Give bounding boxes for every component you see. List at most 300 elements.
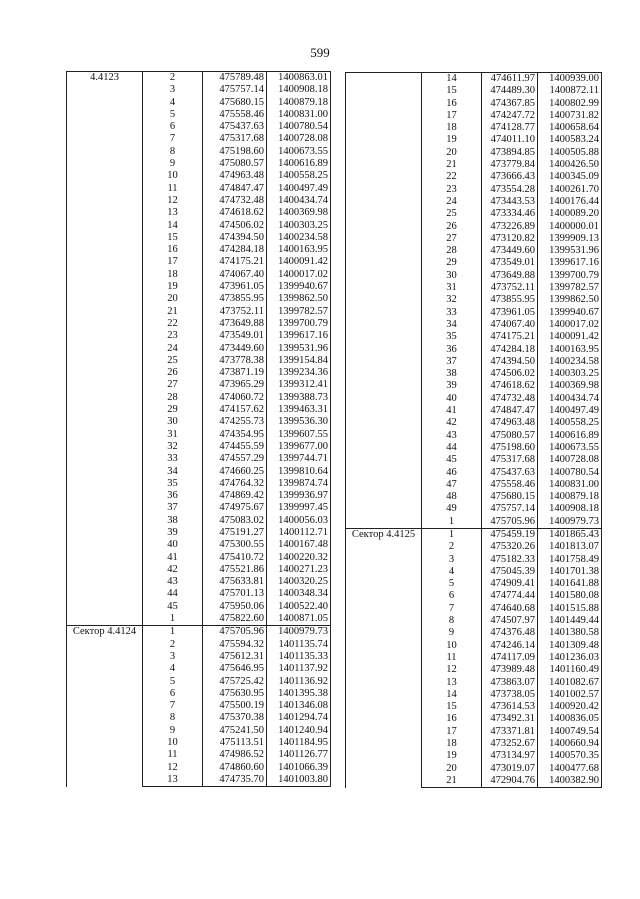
- x-coordinate: 473961.05: [203, 281, 267, 293]
- point-number: 42: [446, 417, 457, 429]
- y-coordinate: 1401160.49: [538, 664, 602, 676]
- y-coordinate: 1399234.36: [267, 367, 331, 379]
- x-coordinate: 474455.59: [203, 441, 267, 453]
- y-coordinate: 1400234.58: [267, 232, 331, 244]
- x-coordinate: 473549.01: [203, 330, 267, 342]
- x-coordinate: 474963.48: [203, 170, 267, 182]
- sector-label: 4.4123: [67, 72, 143, 626]
- y-coordinate: 1400112.71: [267, 527, 331, 539]
- x-coordinate: 474847.47: [482, 405, 538, 417]
- point-number: 19: [167, 281, 178, 293]
- point-number: 32: [446, 294, 457, 306]
- x-coordinate: 474394.50: [203, 232, 267, 244]
- sector-label: [346, 73, 422, 529]
- y-coordinate: 1400673.55: [267, 146, 331, 158]
- y-coordinate: 1401309.48: [538, 640, 602, 652]
- y-coordinate: 1400382.90: [538, 775, 602, 788]
- y-coordinate: 1401002.57: [538, 689, 602, 701]
- point-number: 38: [167, 514, 178, 526]
- point-number: 14: [167, 219, 178, 231]
- x-coordinate: 475680.15: [482, 491, 538, 503]
- x-coordinate: 474255.73: [203, 416, 267, 428]
- point-number: 29: [167, 404, 178, 416]
- y-coordinate: 1400908.18: [538, 503, 602, 515]
- y-coordinate: 1400871.05: [267, 613, 331, 626]
- point-number: 11: [446, 651, 457, 663]
- point-number: 25: [446, 208, 457, 220]
- y-coordinate: 1399997.45: [267, 502, 331, 514]
- sector-label: Сектор 4.4125: [346, 528, 422, 787]
- y-coordinate: 1399617.16: [538, 257, 602, 269]
- point-number: 13: [143, 774, 203, 787]
- y-coordinate: 1400920.42: [538, 701, 602, 713]
- y-coordinate: 1400939.00: [538, 73, 602, 86]
- x-coordinate: 473989.48: [482, 664, 538, 676]
- x-coordinate: 475950.06: [203, 601, 267, 613]
- point-number: 21: [422, 775, 482, 788]
- x-coordinate: 475705.96: [203, 626, 267, 639]
- point-number: 6: [448, 590, 455, 602]
- point-number: 22: [446, 171, 457, 183]
- point-number: 20: [167, 293, 178, 305]
- x-coordinate: 475521.86: [203, 564, 267, 576]
- x-coordinate: 473649.88: [203, 318, 267, 330]
- x-coordinate: 473779.84: [482, 159, 538, 171]
- y-coordinate: 1401236.03: [538, 652, 602, 664]
- point-number: 26: [167, 367, 178, 379]
- point-number: 22: [167, 317, 178, 329]
- x-coordinate: 473778.38: [203, 355, 267, 367]
- point-number: 7: [448, 602, 455, 614]
- y-coordinate: 1399744.71: [267, 453, 331, 465]
- x-coordinate: 473443.53: [482, 196, 538, 208]
- point-number: 18: [446, 122, 457, 134]
- y-coordinate: 1399677.00: [267, 441, 331, 453]
- y-coordinate: 1400017.02: [267, 269, 331, 281]
- x-coordinate: 475045.39: [482, 566, 538, 578]
- y-coordinate: 1400261.70: [538, 184, 602, 196]
- table-row: [67, 72, 331, 85]
- point-number: 33: [446, 306, 457, 318]
- y-coordinate: 1400780.54: [538, 467, 602, 479]
- point-number: 6: [169, 121, 176, 133]
- x-coordinate: 474860.60: [203, 762, 267, 774]
- x-coordinate: 475612.31: [203, 651, 267, 663]
- point-number: 43: [446, 429, 457, 441]
- x-coordinate: 475317.68: [203, 133, 267, 145]
- x-coordinate: 473371.81: [482, 726, 538, 738]
- y-coordinate: 1400728.08: [267, 133, 331, 145]
- y-coordinate: 1401126.77: [267, 749, 331, 761]
- point-number: 21: [167, 305, 178, 317]
- point-number: 44: [167, 588, 178, 600]
- point-number: 13: [167, 207, 178, 219]
- x-coordinate: 473855.95: [203, 293, 267, 305]
- y-coordinate: 1401395.38: [267, 688, 331, 700]
- point-number: 28: [446, 245, 457, 257]
- point-number: 27: [446, 232, 457, 244]
- x-coordinate: 474394.50: [482, 356, 538, 368]
- y-coordinate: 1399909.13: [538, 233, 602, 245]
- point-number: 20: [446, 762, 457, 774]
- y-coordinate: 1400616.89: [538, 430, 602, 442]
- x-coordinate: 473855.95: [482, 294, 538, 306]
- x-coordinate: 474284.18: [203, 244, 267, 256]
- x-coordinate: 474660.25: [203, 466, 267, 478]
- x-coordinate: 473752.11: [203, 306, 267, 318]
- y-coordinate: 1400345.09: [538, 171, 602, 183]
- point-number: 23: [167, 330, 178, 342]
- table-row: [346, 528, 602, 541]
- x-coordinate: 473863.07: [482, 677, 538, 689]
- y-coordinate: 1399810.64: [267, 466, 331, 478]
- x-coordinate: 474732.48: [482, 393, 538, 405]
- x-coordinate: 475300.55: [203, 539, 267, 551]
- point-number: 3: [169, 650, 176, 662]
- point-number: 13: [446, 676, 457, 688]
- x-coordinate: 475437.63: [482, 467, 538, 479]
- x-coordinate: 475558.46: [482, 479, 538, 491]
- y-coordinate: 1400908.18: [267, 84, 331, 96]
- point-number: 9: [448, 627, 455, 639]
- point-number: 4: [448, 565, 455, 577]
- x-coordinate: 475182.33: [482, 554, 538, 566]
- x-coordinate: 475198.60: [203, 146, 267, 158]
- y-coordinate: 1399463.31: [267, 404, 331, 416]
- y-coordinate: 1400426.50: [538, 159, 602, 171]
- x-coordinate: 475701.13: [203, 588, 267, 600]
- y-coordinate: 1401135.74: [267, 639, 331, 651]
- point-number: 18: [167, 268, 178, 280]
- y-coordinate: 1401003.80: [267, 774, 331, 787]
- point-number: 2: [143, 72, 203, 85]
- y-coordinate: 1399940.67: [267, 281, 331, 293]
- y-coordinate: 1400583.24: [538, 134, 602, 146]
- x-coordinate: 474060.72: [203, 392, 267, 404]
- x-coordinate: 473549.01: [482, 257, 538, 269]
- point-number: 49: [446, 503, 457, 515]
- y-coordinate: 1401758.49: [538, 554, 602, 566]
- point-number: 41: [167, 551, 178, 563]
- y-coordinate: 1400872.11: [538, 85, 602, 97]
- y-coordinate: 1399700.79: [267, 318, 331, 330]
- point-number: 27: [167, 379, 178, 391]
- y-coordinate: 1401641.88: [538, 578, 602, 590]
- point-number: 34: [446, 318, 457, 330]
- x-coordinate: 474618.62: [482, 380, 538, 392]
- point-number: 15: [446, 85, 457, 97]
- y-coordinate: 1400836.05: [538, 713, 602, 725]
- x-coordinate: 475822.60: [203, 613, 267, 626]
- y-coordinate: 1399531.96: [267, 343, 331, 355]
- x-coordinate: 474489.30: [482, 85, 538, 97]
- point-number: 42: [167, 563, 178, 575]
- x-coordinate: 474975.67: [203, 502, 267, 514]
- y-coordinate: 1400348.34: [267, 588, 331, 600]
- y-coordinate: 1400163.95: [267, 244, 331, 256]
- y-coordinate: 1400176.44: [538, 196, 602, 208]
- y-coordinate: 1400369.98: [538, 380, 602, 392]
- y-coordinate: 1399940.67: [538, 307, 602, 319]
- x-coordinate: 474354.95: [203, 429, 267, 441]
- point-number: 35: [446, 331, 457, 343]
- x-coordinate: 474247.72: [482, 110, 538, 122]
- x-coordinate: 473120.82: [482, 233, 538, 245]
- point-number: 2: [169, 638, 176, 650]
- y-coordinate: 1399154.84: [267, 355, 331, 367]
- y-coordinate: 1400163.95: [538, 344, 602, 356]
- x-coordinate: 475241.50: [203, 725, 267, 737]
- point-number: 46: [446, 466, 457, 478]
- y-coordinate: 1401449.44: [538, 615, 602, 627]
- point-number: 8: [448, 615, 455, 627]
- y-coordinate: 1401813.07: [538, 541, 602, 553]
- x-coordinate: 475113.51: [203, 737, 267, 749]
- y-coordinate: 1400000.01: [538, 221, 602, 233]
- point-number: 36: [167, 490, 178, 502]
- x-coordinate: 474067.40: [482, 319, 538, 331]
- point-number: 30: [446, 269, 457, 281]
- point-number: 15: [446, 701, 457, 713]
- point-number: 40: [446, 392, 457, 404]
- x-coordinate: 475370.38: [203, 712, 267, 724]
- sector-label: Сектор 4.4124: [67, 626, 143, 787]
- y-coordinate: 1401346.08: [267, 700, 331, 712]
- x-coordinate: 474764.32: [203, 478, 267, 490]
- x-coordinate: 474376.48: [482, 627, 538, 639]
- point-number: 39: [446, 380, 457, 392]
- y-coordinate: 1400558.25: [538, 417, 602, 429]
- y-coordinate: 1400091.42: [538, 331, 602, 343]
- y-coordinate: 1400780.54: [267, 121, 331, 133]
- y-coordinate: 1400167.48: [267, 539, 331, 551]
- x-coordinate: 473134.97: [482, 750, 538, 762]
- point-number: 17: [446, 109, 457, 121]
- y-coordinate: 1401865.43: [538, 528, 602, 541]
- x-coordinate: 474557.29: [203, 453, 267, 465]
- point-number: 19: [446, 134, 457, 146]
- x-coordinate: 473554.28: [482, 184, 538, 196]
- point-number: 12: [167, 761, 178, 773]
- point-number: 5: [448, 578, 455, 590]
- point-number: 9: [169, 724, 176, 736]
- y-coordinate: 1400979.73: [267, 626, 331, 639]
- point-number: 36: [446, 343, 457, 355]
- x-coordinate: 473492.31: [482, 713, 538, 725]
- point-number: 1: [143, 626, 203, 639]
- point-number: 17: [167, 256, 178, 268]
- point-number: 8: [169, 145, 176, 157]
- point-number: 31: [167, 428, 178, 440]
- y-coordinate: 1400303.25: [267, 220, 331, 232]
- y-coordinate: 1399874.74: [267, 478, 331, 490]
- x-coordinate: 474117.09: [482, 652, 538, 664]
- point-number: 29: [446, 257, 457, 269]
- point-number: 32: [167, 440, 178, 452]
- y-coordinate: 1400616.89: [267, 158, 331, 170]
- x-coordinate: 473894.85: [482, 147, 538, 159]
- point-number: 37: [167, 502, 178, 514]
- point-number: 9: [169, 158, 176, 170]
- x-coordinate: 475080.57: [203, 158, 267, 170]
- point-number: 3: [448, 553, 455, 565]
- y-coordinate: 1400303.25: [538, 368, 602, 380]
- y-coordinate: 1401515.88: [538, 603, 602, 615]
- x-coordinate: 473738.05: [482, 689, 538, 701]
- point-number: 3: [169, 84, 176, 96]
- y-coordinate: 1399862.50: [538, 294, 602, 306]
- y-coordinate: 1401240.94: [267, 725, 331, 737]
- x-coordinate: 474367.85: [482, 98, 538, 110]
- table-row: [346, 73, 602, 86]
- point-number: 37: [446, 355, 457, 367]
- table-row: [67, 626, 331, 639]
- coordinates-table-left: [66, 71, 331, 787]
- y-coordinate: 1400056.03: [267, 515, 331, 527]
- point-number: 1: [422, 528, 482, 541]
- point-number: 39: [167, 526, 178, 538]
- point-number: 15: [167, 231, 178, 243]
- point-number: 44: [446, 441, 457, 453]
- point-number: 43: [167, 576, 178, 588]
- point-number: 16: [446, 713, 457, 725]
- x-coordinate: 473614.53: [482, 701, 538, 713]
- point-number: 2: [448, 541, 455, 553]
- point-number: 26: [446, 220, 457, 232]
- x-coordinate: 474774.44: [482, 590, 538, 602]
- x-coordinate: 473961.05: [482, 307, 538, 319]
- x-coordinate: 475198.60: [482, 442, 538, 454]
- point-number: 47: [446, 478, 457, 490]
- point-number: 1: [169, 613, 176, 625]
- y-coordinate: 1400497.49: [538, 405, 602, 417]
- point-number: 7: [169, 700, 176, 712]
- x-coordinate: 474963.48: [482, 417, 538, 429]
- y-coordinate: 1400220.32: [267, 552, 331, 564]
- x-coordinate: 475757.14: [482, 503, 538, 515]
- y-coordinate: 1400320.25: [267, 576, 331, 588]
- point-number: 16: [446, 97, 457, 109]
- x-coordinate: 475083.02: [203, 515, 267, 527]
- x-coordinate: 473449.60: [203, 343, 267, 355]
- point-number: 41: [446, 405, 457, 417]
- y-coordinate: 1400658.64: [538, 122, 602, 134]
- y-coordinate: 1399617.16: [267, 330, 331, 342]
- x-coordinate: 474157.62: [203, 404, 267, 416]
- point-number: 16: [167, 244, 178, 256]
- point-number: 38: [446, 368, 457, 380]
- x-coordinate: 475320.26: [482, 541, 538, 553]
- y-coordinate: 1399531.96: [538, 245, 602, 257]
- x-coordinate: 475725.42: [203, 676, 267, 688]
- x-coordinate: 474611.97: [482, 73, 538, 86]
- y-coordinate: 1399862.50: [267, 293, 331, 305]
- x-coordinate: 474847.47: [203, 183, 267, 195]
- point-number: 24: [167, 342, 178, 354]
- point-number: 1: [448, 515, 455, 527]
- x-coordinate: 474986.52: [203, 749, 267, 761]
- y-coordinate: 1400089.20: [538, 208, 602, 220]
- x-coordinate: 474128.77: [482, 122, 538, 134]
- point-number: 18: [446, 738, 457, 750]
- point-number: 5: [169, 108, 176, 120]
- x-coordinate: 473252.67: [482, 738, 538, 750]
- x-coordinate: 475080.57: [482, 430, 538, 442]
- x-coordinate: 475500.19: [203, 700, 267, 712]
- x-coordinate: 475705.96: [482, 516, 538, 529]
- x-coordinate: 475558.46: [203, 109, 267, 121]
- x-coordinate: 474640.68: [482, 603, 538, 615]
- y-coordinate: 1400522.40: [267, 601, 331, 613]
- y-coordinate: 1399312.41: [267, 379, 331, 391]
- x-coordinate: 475680.15: [203, 97, 267, 109]
- point-number: 7: [169, 133, 176, 145]
- x-coordinate: 475757.14: [203, 84, 267, 96]
- x-coordinate: 475630.95: [203, 688, 267, 700]
- x-coordinate: 475410.72: [203, 552, 267, 564]
- x-coordinate: 475789.48: [203, 72, 267, 85]
- x-coordinate: 474507.97: [482, 615, 538, 627]
- x-coordinate: 474506.02: [482, 368, 538, 380]
- point-number: 34: [167, 465, 178, 477]
- point-number: 28: [167, 391, 178, 403]
- x-coordinate: 473666.43: [482, 171, 538, 183]
- point-number: 10: [446, 639, 457, 651]
- x-coordinate: 475594.32: [203, 639, 267, 651]
- y-coordinate: 1400570.35: [538, 750, 602, 762]
- x-coordinate: 473752.11: [482, 282, 538, 294]
- y-coordinate: 1400879.18: [538, 491, 602, 503]
- point-number: 20: [446, 146, 457, 158]
- x-coordinate: 472904.76: [482, 775, 538, 788]
- x-coordinate: 473965.29: [203, 379, 267, 391]
- x-coordinate: 474869.42: [203, 490, 267, 502]
- y-coordinate: 1399782.57: [267, 306, 331, 318]
- x-coordinate: 474246.14: [482, 640, 538, 652]
- point-number: 11: [167, 182, 178, 194]
- point-number: 4: [169, 663, 176, 675]
- x-coordinate: 473449.60: [482, 245, 538, 257]
- y-coordinate: 1400434.74: [538, 393, 602, 405]
- y-coordinate: 1400434.74: [267, 195, 331, 207]
- point-number: 12: [446, 664, 457, 676]
- point-number: 24: [446, 195, 457, 207]
- x-coordinate: 474175.21: [482, 331, 538, 343]
- x-coordinate: 475633.81: [203, 576, 267, 588]
- y-coordinate: 1400497.49: [267, 183, 331, 195]
- point-number: 31: [446, 282, 457, 294]
- point-number: 33: [167, 453, 178, 465]
- y-coordinate: 1401184.95: [267, 737, 331, 749]
- y-coordinate: 1400863.01: [267, 72, 331, 85]
- y-coordinate: 1400728.08: [538, 454, 602, 466]
- x-coordinate: 473226.89: [482, 221, 538, 233]
- point-number: 45: [167, 600, 178, 612]
- point-number: 40: [167, 539, 178, 551]
- y-coordinate: 1399388.73: [267, 392, 331, 404]
- point-number: 6: [169, 687, 176, 699]
- y-coordinate: 1400271.23: [267, 564, 331, 576]
- y-coordinate: 1401380.58: [538, 627, 602, 639]
- point-number: 10: [167, 737, 178, 749]
- y-coordinate: 1399607.55: [267, 429, 331, 441]
- x-coordinate: 474506.02: [203, 220, 267, 232]
- y-coordinate: 1400802.99: [538, 98, 602, 110]
- y-coordinate: 1400831.00: [538, 479, 602, 491]
- point-number: 48: [446, 491, 457, 503]
- y-coordinate: 1399936.97: [267, 490, 331, 502]
- x-coordinate: 473871.19: [203, 367, 267, 379]
